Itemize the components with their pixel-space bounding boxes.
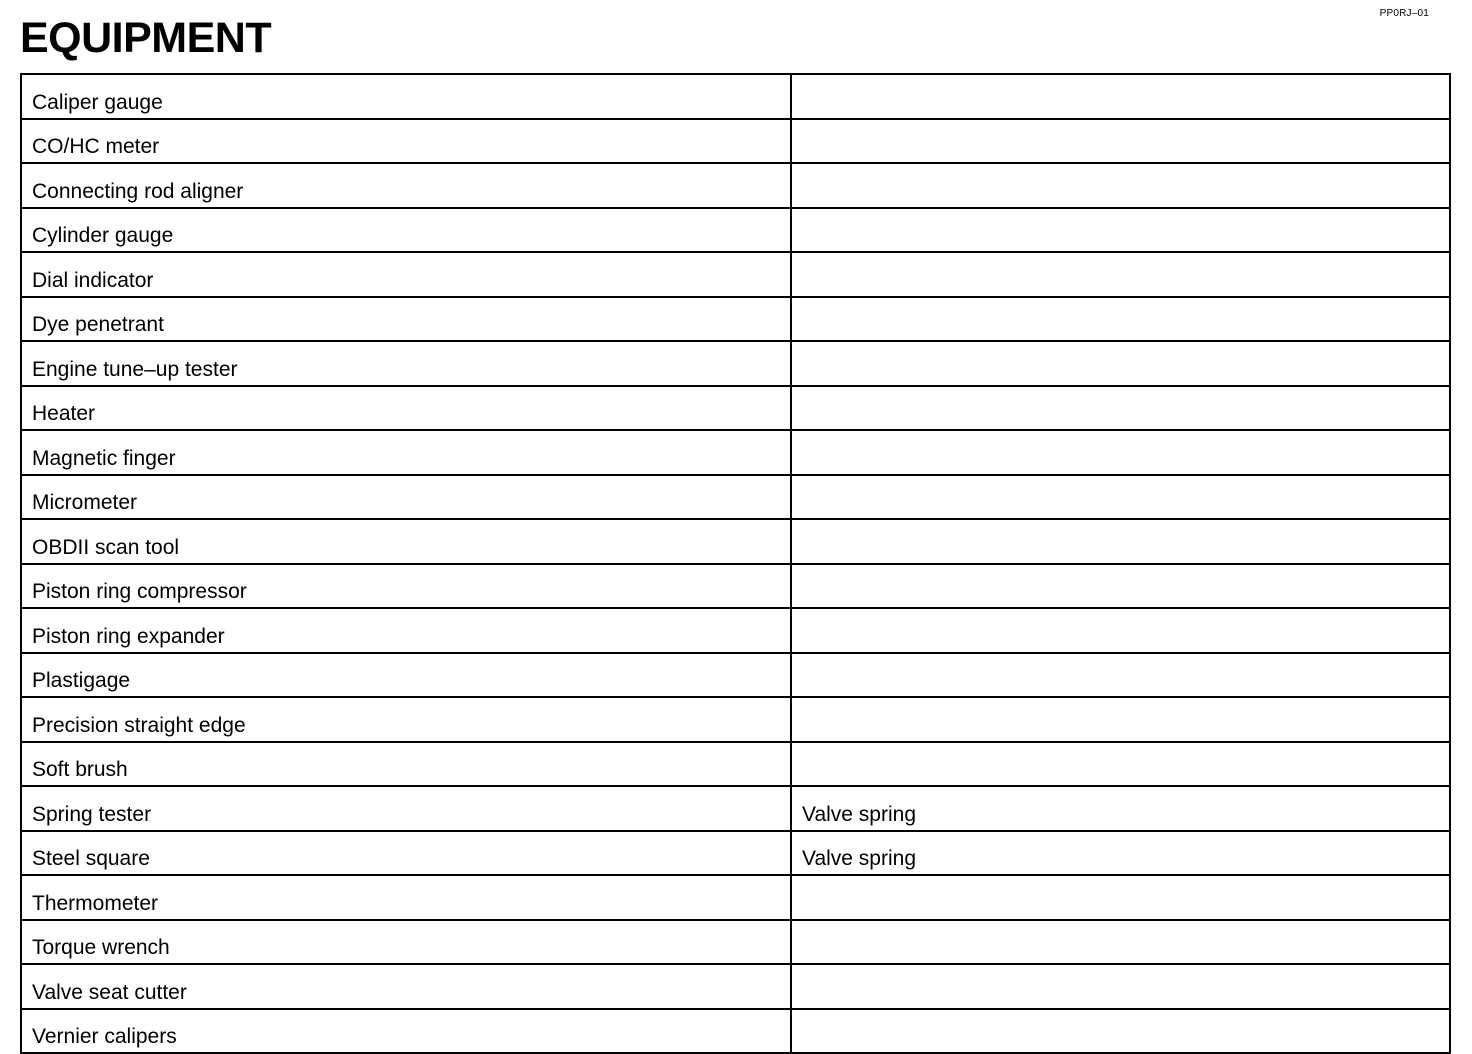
equipment-note-cell bbox=[791, 964, 1450, 1009]
table-row bbox=[21, 252, 1450, 297]
equipment-note-cell bbox=[791, 74, 1450, 119]
equipment-note-cell bbox=[791, 875, 1450, 920]
table-row bbox=[21, 208, 1450, 253]
table-row bbox=[21, 742, 1450, 787]
equipment-note-cell bbox=[791, 920, 1450, 965]
table-row bbox=[21, 831, 1450, 876]
equipment-note-cell bbox=[791, 163, 1450, 208]
table-row bbox=[21, 875, 1450, 920]
table-row bbox=[21, 297, 1450, 342]
equipment-note-cell bbox=[791, 386, 1450, 431]
table-row bbox=[21, 386, 1450, 431]
table-row bbox=[21, 964, 1450, 1009]
equipment-name-cell: Steel square bbox=[21, 831, 791, 876]
table-row bbox=[21, 519, 1450, 564]
equipment-note-cell bbox=[791, 119, 1450, 164]
equipment-table bbox=[20, 73, 1451, 1054]
table-row bbox=[21, 475, 1450, 520]
equipment-table-body bbox=[21, 74, 1450, 1053]
equipment-name-cell: Valve seat cutter bbox=[21, 964, 791, 1009]
page-title: EQUIPMENT bbox=[20, 14, 272, 62]
equipment-name-cell: Micrometer bbox=[21, 475, 791, 520]
equipment-note-cell bbox=[791, 475, 1450, 520]
table-row bbox=[21, 163, 1450, 208]
equipment-name-cell: Piston ring expander bbox=[21, 608, 791, 653]
table-row bbox=[21, 653, 1450, 698]
equipment-name-cell: Dye penetrant bbox=[21, 297, 791, 342]
equipment-name-cell: Plastigage bbox=[21, 653, 791, 698]
equipment-note-cell bbox=[791, 519, 1450, 564]
equipment-note-cell bbox=[791, 608, 1450, 653]
equipment-name-cell: Soft brush bbox=[21, 742, 791, 787]
table-row bbox=[21, 74, 1450, 119]
equipment-name-cell: OBDII scan tool bbox=[21, 519, 791, 564]
equipment-name-cell: Connecting rod aligner bbox=[21, 163, 791, 208]
equipment-name-cell: Magnetic finger bbox=[21, 430, 791, 475]
equipment-note-cell: Valve spring bbox=[791, 786, 1450, 831]
document-code: PP0RJ–01 bbox=[1379, 8, 1429, 19]
equipment-note-cell bbox=[791, 564, 1450, 609]
table-row bbox=[21, 920, 1450, 965]
equipment-note-cell bbox=[791, 208, 1450, 253]
equipment-name-cell: Cylinder gauge bbox=[21, 208, 791, 253]
table-row bbox=[21, 119, 1450, 164]
equipment-name-cell: Spring tester bbox=[21, 786, 791, 831]
equipment-name-cell: Thermometer bbox=[21, 875, 791, 920]
equipment-note-cell: Valve spring bbox=[791, 831, 1450, 876]
table-row bbox=[21, 430, 1450, 475]
equipment-name-cell: Piston ring compressor bbox=[21, 564, 791, 609]
equipment-name-cell: Dial indicator bbox=[21, 252, 791, 297]
equipment-note-cell bbox=[791, 252, 1450, 297]
equipment-name-cell: Heater bbox=[21, 386, 791, 431]
equipment-name-cell: Torque wrench bbox=[21, 920, 791, 965]
equipment-note-cell bbox=[791, 297, 1450, 342]
equipment-name-cell: CO/HC meter bbox=[21, 119, 791, 164]
table-row bbox=[21, 786, 1450, 831]
table-row bbox=[21, 341, 1450, 386]
equipment-note-cell bbox=[791, 697, 1450, 742]
equipment-name-cell: Engine tune–up tester bbox=[21, 341, 791, 386]
table-row bbox=[21, 564, 1450, 609]
equipment-note-cell bbox=[791, 1009, 1450, 1054]
equipment-note-cell bbox=[791, 653, 1450, 698]
equipment-name-cell: Precision straight edge bbox=[21, 697, 791, 742]
equipment-name-cell: Caliper gauge bbox=[21, 74, 791, 119]
equipment-note-cell bbox=[791, 341, 1450, 386]
equipment-note-cell bbox=[791, 742, 1450, 787]
table-row bbox=[21, 697, 1450, 742]
equipment-note-cell bbox=[791, 430, 1450, 475]
table-row bbox=[21, 1009, 1450, 1054]
table-row bbox=[21, 608, 1450, 653]
equipment-name-cell: Vernier calipers bbox=[21, 1009, 791, 1054]
